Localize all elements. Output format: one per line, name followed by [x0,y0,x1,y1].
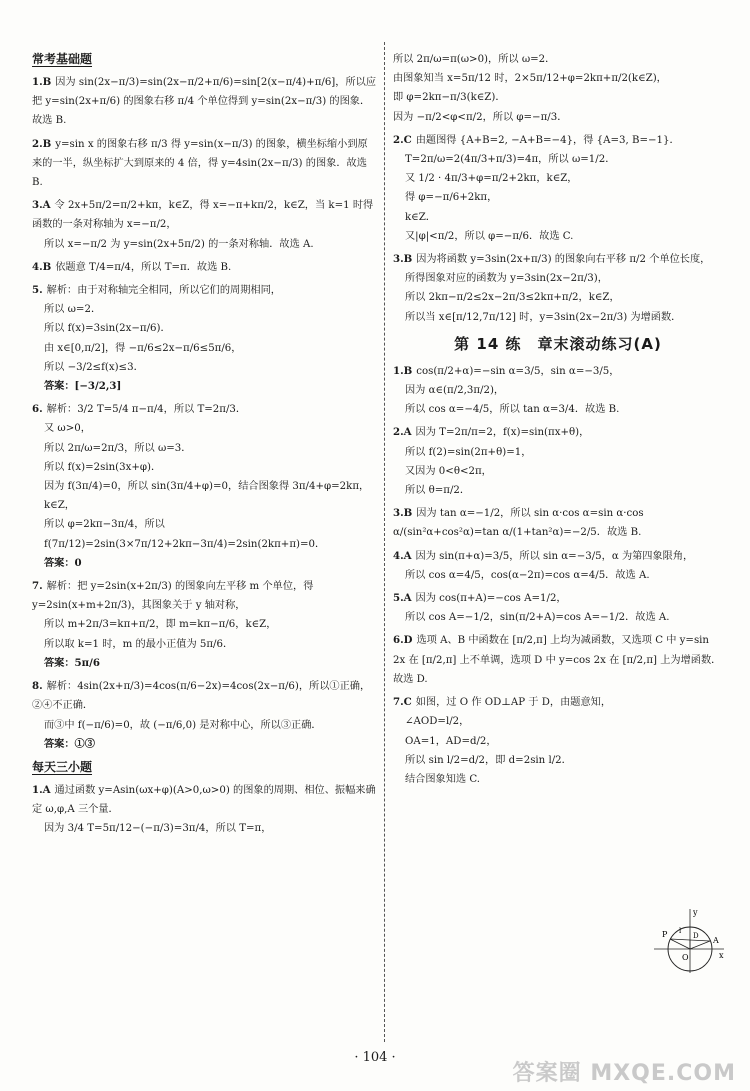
left-column [32,50,377,843]
solution-item [32,577,377,673]
solution-line [32,458,377,477]
solution-line [393,631,723,689]
line-text: 所以 sin l/2=d/2，即 d=2sin l/2． [405,754,572,766]
line-text: 因为 T=2π/π=2，f(x)=sin(πx+θ)， [415,427,590,439]
solution-line [393,504,723,542]
line-text: 因为将函数 y=3sin(2x+π/3) 的图象向右平移 π/2 个单位长度， [416,254,711,266]
line-text: 结合图象知选 C. [405,773,481,785]
solution-item [32,400,377,573]
solution-line [32,377,377,396]
solution-line [393,547,723,566]
solution-line [393,169,723,188]
section-heading-basic: 常考基础题 [32,52,93,66]
label-y: y [693,908,698,917]
line-text: 因为 sin(π+α)=3/5，所以 sin α=−3/5，α 为第四象限角， [415,550,694,562]
solution-item [393,589,723,627]
solution-line [32,339,377,358]
item-number: 2.B [32,137,52,150]
item-number: 1.B [32,76,52,88]
line-text: 依题意 T/4=π/4，所以 T=π．故选 B. [55,261,232,273]
line-text: 所以 x=−π/2 为 y=sin(2x+5π/2) 的一条对称轴．故选 A. [44,238,314,250]
solution-line [393,150,723,169]
solution-line [393,693,723,712]
solution-item [393,250,723,327]
item-number: 8. [32,680,43,693]
line-text: 由 x∈[0,π/2]，得 −π/6≤2x−π/6≤5π/6， [44,342,242,354]
item-number: 1.A [32,783,51,796]
line-text: 所以 φ=2kπ−3π/4，所以 f(7π/12)=2sin(3×7π/12+2kπ−3π/4)=2sin(2kπ+π)=0． [44,519,326,550]
solution-line [393,381,723,400]
solution-line [32,554,377,573]
line-text: 所以 cos A=−1/2，sin(π/2+A)=cos A=−1/2．故选 A. [405,612,670,624]
solution-item [32,196,377,254]
item-number: 7.C [393,696,412,709]
line-text: 因为 tan α=−1/2，所以 sin α·cos α=sin α·cos α/(sin²α+cos²α)=tan α/(1+tan²α)=−2/5．故选 B. [393,508,644,539]
solution-line [32,235,377,254]
page-number: · 104 · [354,1050,396,1065]
solution-line [32,73,377,131]
solution-line [393,462,723,481]
solution-line [32,319,377,338]
line-text: 解析：4sin(2x+π/3)=4cos(π/6−2x)=4cos(2x−π/6)，所以①正确，②④不正确． [32,681,371,712]
right-items-chapter [393,362,723,789]
item-number: 6.D [393,634,413,647]
line-text: 答案：5π/6 [44,656,100,669]
item-number: 3.B [393,253,413,266]
line-text: 因为 sin(2x−π/3)=sin(2x−π/2+π/6)=sin[2(x−π/4)+π/6]，所以应把 y=sin(2x+π/6) 的图象右移 π/4 个单位得到 y=sin(2x−π/3) 的图象．故选 B. [32,77,377,127]
solution-item [32,135,377,193]
line-text: y=sin x 的图象右移 π/3 得 y=sin(x−π/3) 的图象，横坐标缩小到原来的一半，纵坐标扩大到原来的 4 倍，得 y=4sin(2x−π/3) 的图象．故选 B. [32,138,368,189]
line-text: 所得图象对应的函数为 y=3sin(2x−2π/3)， [405,273,608,285]
line-text: 解析：把 y=2sin(x+2π/3) 的图象向左平移 m 个单位，得 y=2sin(x+m+2π/3)，其图象关于 y 轴对称， [32,581,314,612]
line-text: OA=1，AD=d/2， [405,735,497,747]
label-P: P [662,930,668,939]
line-text: 得 φ=−π/6+2kπ， [405,192,498,204]
line-text: 所以 f(2)=sin(2π+θ)=1， [405,446,532,458]
line-text: 因为 cos(π+A)=−cos A=1/2， [415,593,567,605]
line-text: 所以 −3/2≤f(x)≤3． [44,361,144,373]
solution-line [393,188,723,207]
unit-circle-figure [650,905,726,975]
line-text: cos(π/2+α)=−sin α=3/5，sin α=−3/5， [416,365,620,377]
line-text: 所以 2π/ω=2π/3，所以 ω=3． [44,442,192,454]
solution-line [32,515,377,553]
line-text: 通过函数 y=Asin(ωx+φ)(A>0,ω>0) 的图象的周期、相位、振幅来确定 ω,φ,A 三个量． [32,784,376,816]
line-text: 又因为 0<θ<2π， [405,465,492,477]
line-text: 解析：由于对称轴完全相同，所以它们的周期相同， [46,285,281,297]
line-text: 答案：0 [44,556,82,569]
solution-line [393,589,723,608]
solution-line [393,208,723,227]
solution-line [393,308,723,327]
solution-line [393,131,723,150]
solution-line [393,566,723,585]
solution-line [393,751,723,770]
line-text: 所以取 k=1 时，m 的最小正值为 5π/6． [44,638,234,650]
item-number: 1.B [393,364,413,377]
solution-line [32,281,377,300]
item-number: 7. [32,580,43,593]
line-text: 而③中 f(−π/6)=0，故 (−π/6,0) 是对称中心，所以③正确． [44,719,322,731]
solution-line [393,400,723,419]
solution-line [32,196,377,234]
item-number: 5.A [393,592,412,605]
line-text: 所以 f(x)=2sin(3x+φ)． [44,461,162,473]
solution-line [393,770,723,789]
label-A: A [713,936,719,945]
solution-line [393,288,723,307]
solution-line [32,135,377,193]
line-text: 又 1/2 · 4π/3+φ=π/2+2kπ，k∈Z， [405,173,578,185]
solution-line [393,269,723,288]
solution-line [393,443,723,462]
item-number: 2.C [393,133,412,146]
line-text: 所以当 x∈[π/12,7π/12] 时，y=3sin(2x−2π/3) 为增函数． [405,311,682,323]
line-text: 又|φ|<π/2，所以 φ=−π/6．故选 C. [405,230,574,242]
solution-item [393,693,723,789]
solution-line: 因为 −π/2<φ<π/2，所以 φ=−π/3． [393,111,568,123]
solution-line [393,712,723,731]
solution-item [393,504,723,542]
segment-OA [690,941,710,949]
line-text: ∠AOD=l/2， [405,716,470,728]
solution-line [32,819,377,838]
watermark: 答案圈 MXQE.COM [512,1061,736,1086]
item-number: 4.A [393,549,412,562]
solution-item [32,258,377,277]
solution-item [32,73,377,131]
solution-line [32,577,377,615]
solution-item [393,362,723,420]
label-D: D [693,932,699,940]
item-number: 6. [32,403,43,416]
solution-item [32,281,377,396]
solution-line [32,439,377,458]
line-text: 令 2x+5π/2=π/2+kπ，k∈Z，得 x=−π+kπ/2，k∈Z，当 k=1 时得函数的一条对称轴为 x=−π/2， [32,200,374,231]
line-text: 由题图得 {A+B=2, −A+B=−4}，得 {A=3, B=−1}． [415,134,680,146]
label-O: O [682,953,689,962]
line-text: 因为 f(3π/4)=0，所以 sin(3π/4+φ)=0，结合图象得 3π/4+φ=2kπ，k∈Z， [44,481,370,512]
solution-line [32,615,377,634]
column-divider [384,42,385,1042]
line-text: 所以 cos α=4/5，cos(α−2π)=cos α=4/5．故选 A. [405,569,650,581]
solution-line: 由图象知当 x=5π/12 时，2×5π/12+φ=2kπ+π/2(k∈Z)， [393,73,667,85]
solution-line [32,735,377,754]
solution-item [393,131,723,246]
solution-line [32,419,377,438]
solution-line [393,732,723,751]
solution-item [393,631,723,689]
solution-item [393,423,723,500]
line-text: 选项 A、B 中函数在 [π/2,π] 上均为减函数，又选项 C 中 y=sin 2x 在 [π/2,π] 上不单调，选项 D 中 y=cos 2x 在 [π/2,π] 上为增函数．故选 D. [393,635,722,685]
solution-line [32,358,377,377]
line-text: 又 ω>0， [44,423,91,435]
solution-line [32,635,377,654]
solution-line: 即 φ=2kπ−π/3(k∈Z)． [393,92,506,104]
line-text: 因为 3/4 T=5π/12−(−π/3)=3π/4，所以 T=π， [44,823,272,835]
solution-line [393,250,723,269]
line-text: k∈Z． [405,211,436,223]
left-items-daily [32,781,377,839]
line-text: T=2π/ω=2(4π/3+π/3)=4π，所以 ω=1/2． [405,154,616,166]
item-number: 3.A [32,199,51,212]
solution-line [32,300,377,319]
line-text: 解析：3/2 T=5/4 π−π/4，所以 T=2π/3． [46,404,247,416]
item-number: 2.A [393,426,412,439]
solution-item [393,547,723,585]
solution-line [393,608,723,627]
solution-line [393,227,723,246]
right-items [393,131,723,327]
continued-solution [393,50,723,127]
solution-line [32,258,377,277]
line-text: 所以 θ=π/2． [405,485,471,497]
solution-line: 所以 2π/ω=π(ω>0)，所以 ω=2． [393,54,556,65]
line-text: 答案：[−3/2,3] [44,380,122,393]
line-text: 所以 2kπ−π/2≤2x−2π/3≤2kπ+π/2，k∈Z， [405,292,620,304]
solution-line [32,781,377,819]
section-heading-daily: 每天三小题 [32,759,93,774]
segment-OP [670,939,690,949]
line-text: 答案：①③ [44,737,95,750]
chapter-title: 第 14 练 章末滚动练习(A) [454,334,662,353]
solution-line [393,481,723,500]
line-text: 所以 ω=2． [44,304,102,316]
item-number: 5. [32,284,43,297]
solution-line [32,677,377,715]
item-number: 3.B [393,507,413,520]
label-l: l [679,927,682,935]
line-text: 所以 cos α=−4/5，所以 tan α=3/4．故选 B. [405,404,620,416]
solution-item [32,781,377,839]
solution-line [32,716,377,735]
label-x: x [719,951,724,960]
item-number: 4.B [32,260,52,273]
line-text: 如图，过 O 作 OD⊥AP 于 D，由题意知， [415,697,612,709]
left-items [32,73,377,754]
line-text: 因为 α∈(π/2,3π/2)， [405,385,505,397]
solution-line [393,423,723,442]
line-text: 所以 f(x)=3sin(2x−π/6)． [44,323,171,335]
right-column [393,50,723,793]
line-text: 所以 m+2π/3=kπ+π/2，即 m=kπ−π/6，k∈Z， [44,619,277,631]
solution-line [32,477,377,515]
solution-line [393,362,723,381]
solution-line [32,654,377,673]
solution-line [32,400,377,419]
solution-item [32,677,377,754]
